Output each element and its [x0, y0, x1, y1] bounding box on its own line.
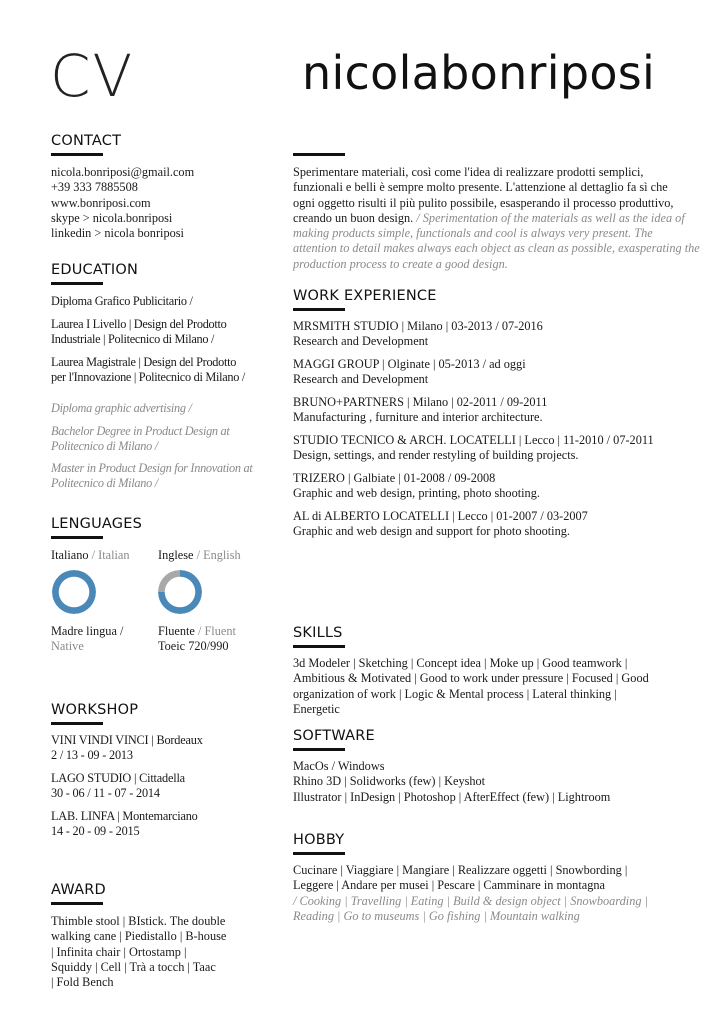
- workshop-rule: [51, 722, 103, 725]
- contact-website[interactable]: www.bonriposi.com: [51, 195, 151, 210]
- workshop-date: 2 / 13 - 09 - 2013: [51, 748, 133, 763]
- contact-linkedin[interactable]: linkedin > nicola bonriposi: [51, 226, 184, 241]
- language-english-level: [158, 624, 236, 655]
- language-name: Italiano: [51, 548, 89, 562]
- award-line: Squiddy | Cell | Trà a tocch | Taac: [51, 959, 216, 974]
- education-item-en: [51, 424, 230, 455]
- hobby-line: Leggere | Andare per musei | Pescare | Camminare in montagna: [293, 878, 605, 893]
- workshop-title: LAGO STUDIO | Cittadella: [51, 771, 185, 785]
- work-title: AL di ALBERTO LOCATELLI | Lecco | 01-2007 / 03-2007: [293, 509, 588, 523]
- workshop-item: [51, 809, 198, 840]
- education-rule: [51, 282, 103, 285]
- work-role: Manufacturing , furniture and interior architecture.: [293, 410, 543, 425]
- software-line: MacOs / Windows: [293, 759, 385, 773]
- contact-rule: [51, 153, 103, 156]
- hobby-list: [293, 863, 648, 924]
- education-line-en: Politecnico di Milano /: [51, 439, 158, 454]
- workshop-date: 30 - 06 / 11 - 07 - 2014: [51, 786, 160, 801]
- intro-line: funzionali e belli è sempre molto presente. L'attenzione al dettaglio fa sì che: [293, 180, 668, 195]
- software-heading: SOFTWARE: [293, 728, 375, 744]
- intro-line: ogni oggetto risulti il più pulito possibile, esasperando il processo produttivo,: [293, 195, 674, 210]
- education-line: Laurea I Livello | Design del Prodotto: [51, 317, 227, 331]
- work-title: STUDIO TECNICO & ARCH. LOCATELLI | Lecco | 11-2010 / 07-2011: [293, 433, 654, 447]
- cv-title: CV: [50, 42, 135, 110]
- education-line: per l'Innovazione | Politecnico di Milano /: [51, 370, 245, 385]
- intro-line-en: / Sperimentation of the materials as well as the idea of: [416, 210, 685, 225]
- languages-heading: LENGUAGES: [51, 516, 143, 532]
- language-english-level-ring: [158, 570, 202, 614]
- work-item: [293, 319, 543, 350]
- work-item: [293, 509, 588, 540]
- education-item: [51, 294, 193, 309]
- education-line-en: Master in Product Design for Innovation at: [51, 461, 253, 475]
- education-item-en: [51, 401, 192, 416]
- workshop-date: 14 - 20 - 09 - 2015: [51, 824, 140, 839]
- workshop-item: [51, 771, 185, 802]
- contact-heading: CONTACT: [51, 133, 122, 149]
- award-line: walking cane | Piedistallo | B-house: [51, 929, 227, 944]
- workshop-heading: WORKSHOP: [51, 702, 139, 718]
- language-level: Madre lingua /: [51, 624, 124, 638]
- language-certificate: Toeic 720/990: [158, 639, 229, 654]
- work-title: MAGGI GROUP | Olginate | 05-2013 / ad oggi: [293, 357, 526, 371]
- hobby-line-en: / Cooking | Travelling | Eating | Build & design object | Snowboarding |: [293, 893, 648, 908]
- language-italian-name: [51, 548, 130, 563]
- education-line: Laurea Magistrale | Design del Prodotto: [51, 355, 237, 369]
- intro-line-en: attention to detail makes always each object as clean as possible, exasperating the: [293, 241, 700, 256]
- hobby-line-en: Reading | Go to museums | Go fishing | Mountain walking: [293, 908, 580, 923]
- education-line-en: Bachelor Degree in Product Design at: [51, 424, 230, 438]
- education-item: [51, 317, 226, 348]
- skills-heading: SKILLS: [293, 625, 343, 641]
- intro-line-en: making products simple, functionals and cool is always very present. The: [293, 226, 653, 241]
- contact-email[interactable]: nicola.bonriposi@gmail.com: [51, 165, 195, 179]
- skills-line: 3d Modeler | Sketching | Concept idea | Moke up | Good teamwork |: [293, 656, 628, 670]
- hobby-line: Cucinare | Viaggiare | Mangiare | Realizzare oggetti | Snowbording |: [293, 863, 628, 877]
- education-line: Diploma Grafico Publicitario /: [51, 294, 193, 308]
- education-item-en: [51, 461, 252, 492]
- work-title: MRSMITH STUDIO | Milano | 03-2013 / 07-2016: [293, 319, 543, 333]
- skills-rule: [293, 645, 345, 648]
- skills-line: Energetic: [293, 701, 340, 716]
- work-role: Research and Development: [293, 334, 429, 349]
- software-rule: [293, 748, 345, 751]
- work-role: Design, settings, and render restyling of building projects.: [293, 448, 579, 463]
- contact-skype: skype > nicola.bonriposi: [51, 210, 173, 225]
- work-title: BRUNO+PARTNERS | Milano | 02-2011 / 09-2011: [293, 395, 548, 409]
- skills-line: Ambitious & Motivated | Good to work under pressure | Focused | Good: [293, 671, 649, 686]
- education-line-en: Diploma graphic advertising /: [51, 401, 192, 415]
- person-name: nicolabonriposi: [302, 46, 656, 100]
- contact-phone[interactable]: +39 333 7885508: [51, 180, 138, 195]
- education-item: [51, 355, 245, 386]
- intro-text: [293, 165, 700, 272]
- award-rule: [51, 902, 103, 905]
- workshop-title: LAB. LINFA | Montemarciano: [51, 809, 198, 823]
- contact-list: [51, 165, 194, 241]
- intro-line-en: production process to create a good design.: [293, 256, 508, 271]
- hobby-heading: HOBBY: [293, 832, 345, 848]
- language-english-name: [158, 548, 241, 563]
- software-line: Rhino 3D | Solidworks (few) | Keyshot: [293, 774, 486, 789]
- work-item: [293, 433, 654, 464]
- skills-line: organization of work | Logic & Mental process | Lateral thinking |: [293, 686, 617, 701]
- award-line: | Fold Bench: [51, 975, 114, 990]
- education-line: Industriale | Politecnico di Milano /: [51, 332, 215, 347]
- work-heading: WORK EXPERIENCE: [293, 288, 437, 304]
- skills-list: [293, 656, 649, 717]
- language-name: Inglese: [158, 548, 194, 562]
- work-item: [293, 357, 526, 388]
- languages-rule: [51, 536, 103, 539]
- work-title: TRIZERO | Galbiate | 01-2008 / 09-2008: [293, 471, 496, 485]
- work-rule: [293, 308, 345, 311]
- education-heading: EDUCATION: [51, 262, 139, 278]
- award-list: [51, 914, 226, 990]
- language-level: Fluente: [158, 624, 195, 638]
- language-name-en: / English: [193, 548, 241, 562]
- language-name-en: / Italian: [88, 548, 130, 562]
- intro-line: creando un buon design.: [293, 210, 417, 225]
- award-line: Thimble stool | BIstick. The double: [51, 914, 226, 928]
- intro-line: Sperimentare materiali, così come l'idea di realizzare prodotti semplici,: [293, 165, 644, 179]
- software-line: Illustrator | InDesign | Photoshop | AfterEffect (few) | Lightroom: [293, 789, 611, 804]
- work-item: [293, 395, 547, 426]
- work-role: Research and Development: [293, 372, 429, 387]
- education-line-en: Politecnico di Milano /: [51, 476, 158, 491]
- intro-rule: [293, 153, 345, 156]
- language-italian-level-ring: [52, 570, 96, 614]
- workshop-title: VINI VINDI VINCI | Bordeaux: [51, 733, 203, 747]
- software-list: [293, 759, 610, 805]
- work-role: Graphic and web design, printing, photo shooting.: [293, 486, 540, 501]
- award-heading: AWARD: [51, 882, 106, 898]
- language-level-en: Native: [51, 639, 84, 654]
- award-line: | Infinita chair | Ortostamp |: [51, 944, 187, 959]
- work-item: [293, 471, 540, 502]
- language-italian-level: [51, 624, 123, 655]
- hobby-rule: [293, 852, 345, 855]
- workshop-item: [51, 733, 203, 764]
- language-level-en: / Fluent: [194, 624, 236, 638]
- work-role: Graphic and web design and support for photo shooting.: [293, 524, 570, 539]
